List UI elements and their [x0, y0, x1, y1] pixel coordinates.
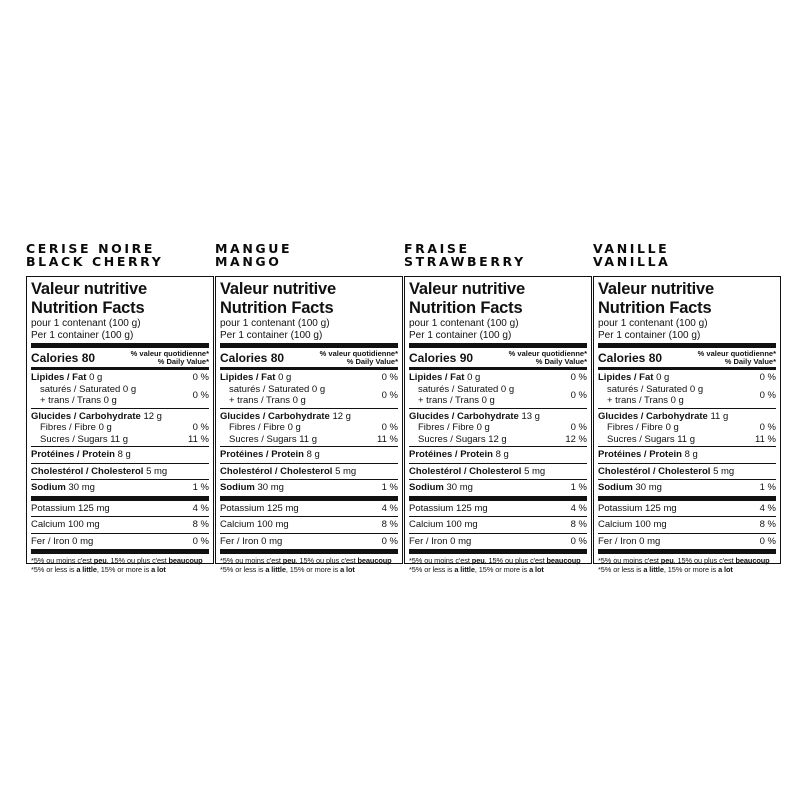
- serving-fr: pour 1 contenant (100 g): [31, 318, 141, 329]
- daily-value-header: % valeur quotidienne* % Daily Value*: [697, 348, 776, 366]
- cholesterol-row: Cholestérol / Cholesterol 5 mg: [409, 465, 546, 477]
- serving-fr: pour 1 contenant (100 g): [409, 318, 519, 329]
- calories-value: Calories 90: [409, 350, 474, 365]
- serving-fr: pour 1 contenant (100 g): [220, 318, 330, 329]
- serving-fr: pour 1 contenant (100 g): [598, 318, 708, 329]
- carbohydrate-section: Glucides / Carbohydrate 12 g Fibres / Fibre 0 g 0 % Sucres / Sugars 11 g 11 %: [220, 410, 398, 445]
- fat-section: Lipides / Fat 0 g 0 % saturés / Saturated 0 g + trans / Trans 0 g 0 %: [598, 372, 776, 406]
- carbohydrate-section: Glucides / Carbohydrate 11 g Fibres / Fibre 0 g 0 % Sucres / Sugars 11 g 11 %: [598, 410, 776, 445]
- iron-row: Fer / Iron 0 mg 0 %: [220, 535, 398, 547]
- flavor-name-en: BLACK CHERRY: [26, 254, 164, 269]
- footnote: *5% ou moins c'est peu, 15% ou plus c'est beaucoup *5% or less is a little, 15% or more is a lot: [409, 556, 581, 574]
- flavor-name-en: STRAWBERRY: [404, 254, 526, 269]
- calcium-row: Calcium 100 mg 8 %: [220, 519, 398, 530]
- calories-row: [220, 348, 398, 367]
- calories-value: Calories 80: [31, 350, 96, 365]
- calcium-row: Calcium 100 mg 8 %: [31, 519, 209, 530]
- calories-row: [409, 348, 587, 367]
- sodium-row: Sodium 30 mg 1 %: [598, 482, 776, 493]
- calories-value: Calories 80: [220, 350, 285, 365]
- serving-en: Per 1 container (100 g): [409, 329, 512, 341]
- title-fr: Valeur nutritive: [598, 280, 715, 298]
- potassium-row: Potassium 125 mg 4 %: [409, 502, 587, 514]
- fat-section: Lipides / Fat 0 g 0 % saturés / Saturated 0 g + trans / Trans 0 g 0 %: [31, 372, 209, 406]
- footnote: *5% ou moins c'est peu, 15% ou plus c'est beaucoup *5% or less is a little, 15% or more is a lot: [598, 556, 770, 574]
- footnote: *5% ou moins c'est peu, 15% ou plus c'est beaucoup *5% or less is a little, 15% or more is a lot: [31, 556, 203, 574]
- calcium-row: Calcium 100 mg 8 %: [409, 519, 587, 530]
- sodium-row: Sodium 30 mg 1 %: [220, 482, 398, 493]
- flavor-name-fr: CERISE NOIRE: [26, 241, 155, 256]
- carbohydrate-section: Glucides / Carbohydrate 12 g Fibres / Fibre 0 g 0 % Sucres / Sugars 11 g 11 %: [31, 410, 209, 445]
- title-fr: Valeur nutritive: [31, 280, 148, 298]
- nutrition-label-strawberry: [404, 241, 592, 574]
- flavor-name-en: VANILLA: [593, 254, 671, 269]
- calories-row: [598, 348, 776, 367]
- fat-section: Lipides / Fat 0 g 0 % saturés / Saturated 0 g + trans / Trans 0 g 0 %: [220, 372, 398, 406]
- serving-en: Per 1 container (100 g): [220, 329, 323, 341]
- flavor-name-en: MANGO: [215, 254, 282, 269]
- title-en: Nutrition Facts: [31, 299, 145, 317]
- potassium-row: Potassium 125 mg 4 %: [598, 502, 776, 514]
- iron-row: Fer / Iron 0 mg 0 %: [598, 535, 776, 547]
- cholesterol-row: Cholestérol / Cholesterol 5 mg: [31, 465, 168, 477]
- protein-row: Protéines / Protein 8 g: [220, 449, 320, 460]
- daily-value-header: % valeur quotidienne* % Daily Value*: [319, 348, 398, 366]
- fat-section: Lipides / Fat 0 g 0 % saturés / Saturated 0 g + trans / Trans 0 g 0 %: [409, 372, 587, 406]
- flavor-name-fr: VANILLE: [593, 241, 670, 256]
- serving-en: Per 1 container (100 g): [598, 329, 701, 341]
- nutrition-facts-panel: [404, 276, 592, 574]
- daily-value-header: % valeur quotidienne* % Daily Value*: [130, 348, 209, 366]
- title-fr: Valeur nutritive: [409, 280, 526, 298]
- calories-value: Calories 80: [598, 350, 663, 365]
- nutrition-label-black-cherry: [26, 241, 214, 574]
- iron-row: Fer / Iron 0 mg 0 %: [31, 535, 209, 547]
- flavor-name-fr: MANGUE: [215, 241, 293, 256]
- potassium-row: Potassium 125 mg 4 %: [31, 502, 209, 514]
- sodium-row: Sodium 30 mg 1 %: [409, 482, 587, 493]
- protein-row: Protéines / Protein 8 g: [409, 449, 509, 460]
- footnote: *5% ou moins c'est peu, 15% ou plus c'est beaucoup *5% or less is a little, 15% or more is a lot: [220, 556, 392, 574]
- cholesterol-row: Cholestérol / Cholesterol 5 mg: [598, 465, 735, 477]
- flavor-name-fr: FRAISE: [404, 241, 470, 256]
- carbohydrate-section: Glucides / Carbohydrate 13 g Fibres / Fibre 0 g 0 % Sucres / Sugars 12 g 12 %: [409, 410, 587, 445]
- calcium-row: Calcium 100 mg 8 %: [598, 519, 776, 530]
- nutrition-label-mango: [215, 241, 403, 574]
- nutrition-label-vanilla: [593, 241, 781, 574]
- nutrition-facts-panel: [26, 276, 214, 574]
- iron-row: Fer / Iron 0 mg 0 %: [409, 535, 587, 547]
- title-en: Nutrition Facts: [598, 299, 712, 317]
- nutrition-facts-panel: [215, 276, 403, 574]
- daily-value-header: % valeur quotidienne* % Daily Value*: [508, 348, 587, 366]
- serving-en: Per 1 container (100 g): [31, 329, 134, 341]
- potassium-row: Potassium 125 mg 4 %: [220, 502, 398, 514]
- title-en: Nutrition Facts: [409, 299, 523, 317]
- nutrition-facts-panel: [593, 276, 781, 574]
- calories-row: [31, 348, 209, 367]
- title-en: Nutrition Facts: [220, 299, 334, 317]
- sodium-row: Sodium 30 mg 1 %: [31, 482, 209, 493]
- cholesterol-row: Cholestérol / Cholesterol 5 mg: [220, 465, 357, 477]
- title-fr: Valeur nutritive: [220, 280, 337, 298]
- protein-row: Protéines / Protein 8 g: [598, 449, 698, 460]
- protein-row: Protéines / Protein 8 g: [31, 449, 131, 460]
